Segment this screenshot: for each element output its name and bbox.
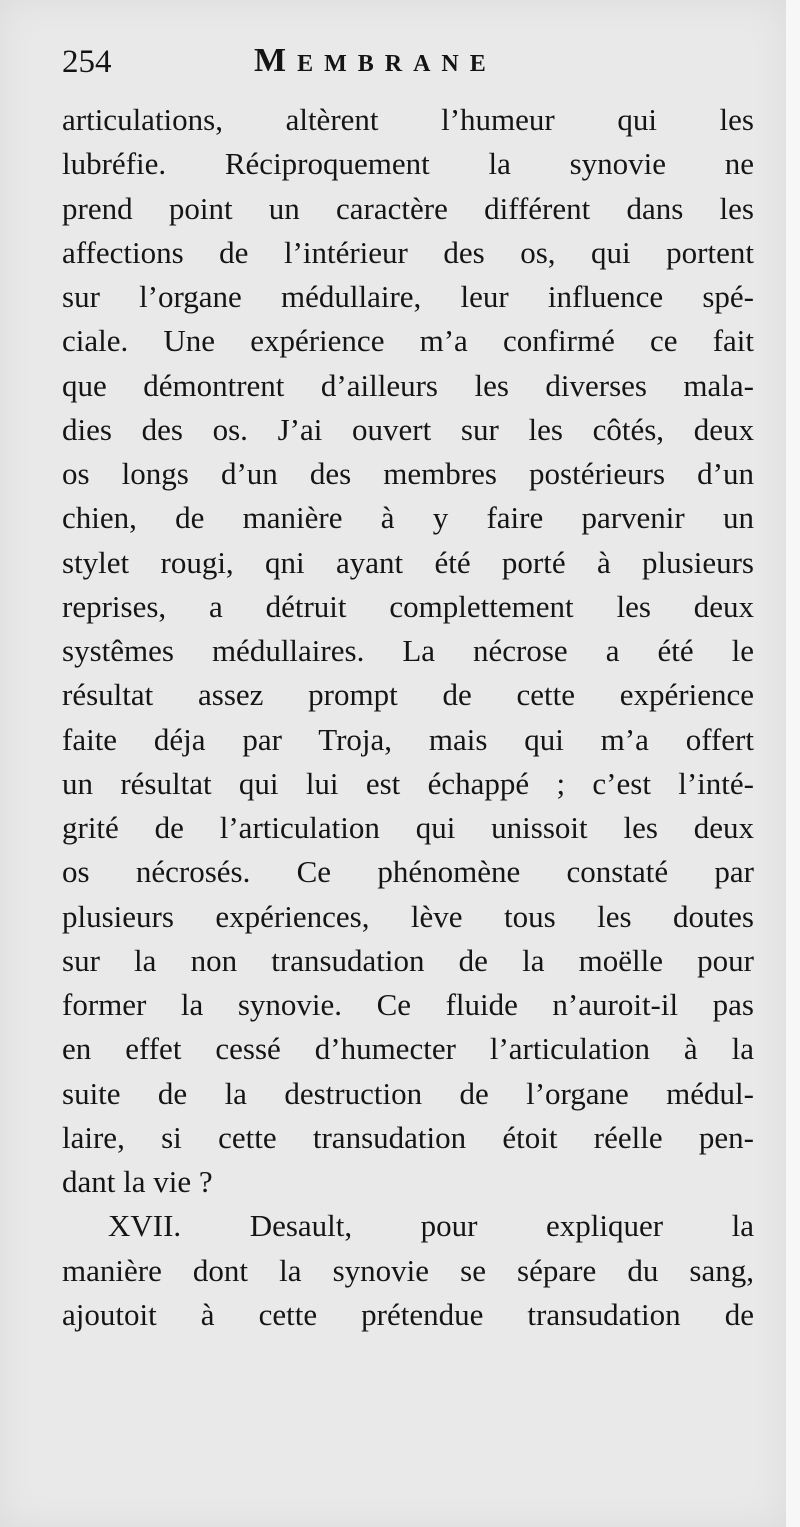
text-line: sur l’organe médullaire, leur influence spé- — [62, 279, 754, 314]
text-line: affections de l’intérieur des os, qui portent — [62, 234, 754, 270]
text-line: prend point un caractère différent dans les — [62, 190, 754, 226]
text-line: grité de l’articulation qui unissoit les deux — [62, 810, 754, 845]
text-line: manière dont la synovie se sépare du sang, — [62, 1252, 754, 1288]
text-line: que démontrent d’ailleurs les diverses mala- — [62, 367, 754, 403]
text-line: un résultat qui lui est échappé ; c’est l’inté- — [62, 765, 754, 801]
text-line: dies des os. J’ai ouvert sur les côtés, deux — [62, 411, 754, 447]
body-text — [62, 98, 754, 1337]
text-line: plusieurs expériences, lève tous les doutes — [62, 898, 754, 934]
text-line: résultat assez prompt de cette expérience — [62, 677, 754, 713]
text-line: stylet rougi, qni ayant été porté à plusieurs — [62, 544, 754, 580]
text-line: lubréfie. Réciproquement la synovie ne — [62, 146, 754, 182]
text-line: ciale. Une expérience m’a confirmé ce fait — [62, 323, 754, 359]
text-line: reprises, a détruit complettement les deux — [62, 588, 754, 624]
text-line: os longs d’un des membres postérieurs d’un — [62, 456, 754, 491]
text-line: articulations, altèrent l’humeur qui les — [62, 102, 754, 137]
text-line-paragraph-end: dant la vie ? — [62, 1164, 213, 1199]
text-line: chien, de manière à y faire parvenir un — [62, 500, 754, 536]
text-line-section-start: XVII. Desault, pour expliquer la — [108, 1208, 754, 1244]
text-line: os nécrosés. Ce phénomène constaté par — [62, 854, 754, 890]
text-line: en effet cessé d’humecter l’articulation à la — [62, 1031, 754, 1067]
text-line: sur la non transudation de la moëlle pour — [62, 942, 754, 978]
text-line: suite de la destruction de l’organe médul- — [62, 1075, 754, 1111]
page-header — [62, 40, 762, 90]
text-line: laire, si cette transudation étoit réelle pen- — [62, 1119, 754, 1155]
page-number: 254 — [62, 44, 112, 80]
text-line: ajoutoit à cette prétendue transudation de — [62, 1296, 754, 1332]
text-line: former la synovie. Ce fluide n’auroit-il pas — [62, 987, 754, 1022]
running-head: Membrane — [254, 42, 497, 79]
text-line: faite déja par Troja, mais qui m’a offert — [62, 721, 754, 757]
page-edge — [786, 0, 800, 1527]
text-line: systêmes médullaires. La nécrose a été le — [62, 633, 754, 668]
